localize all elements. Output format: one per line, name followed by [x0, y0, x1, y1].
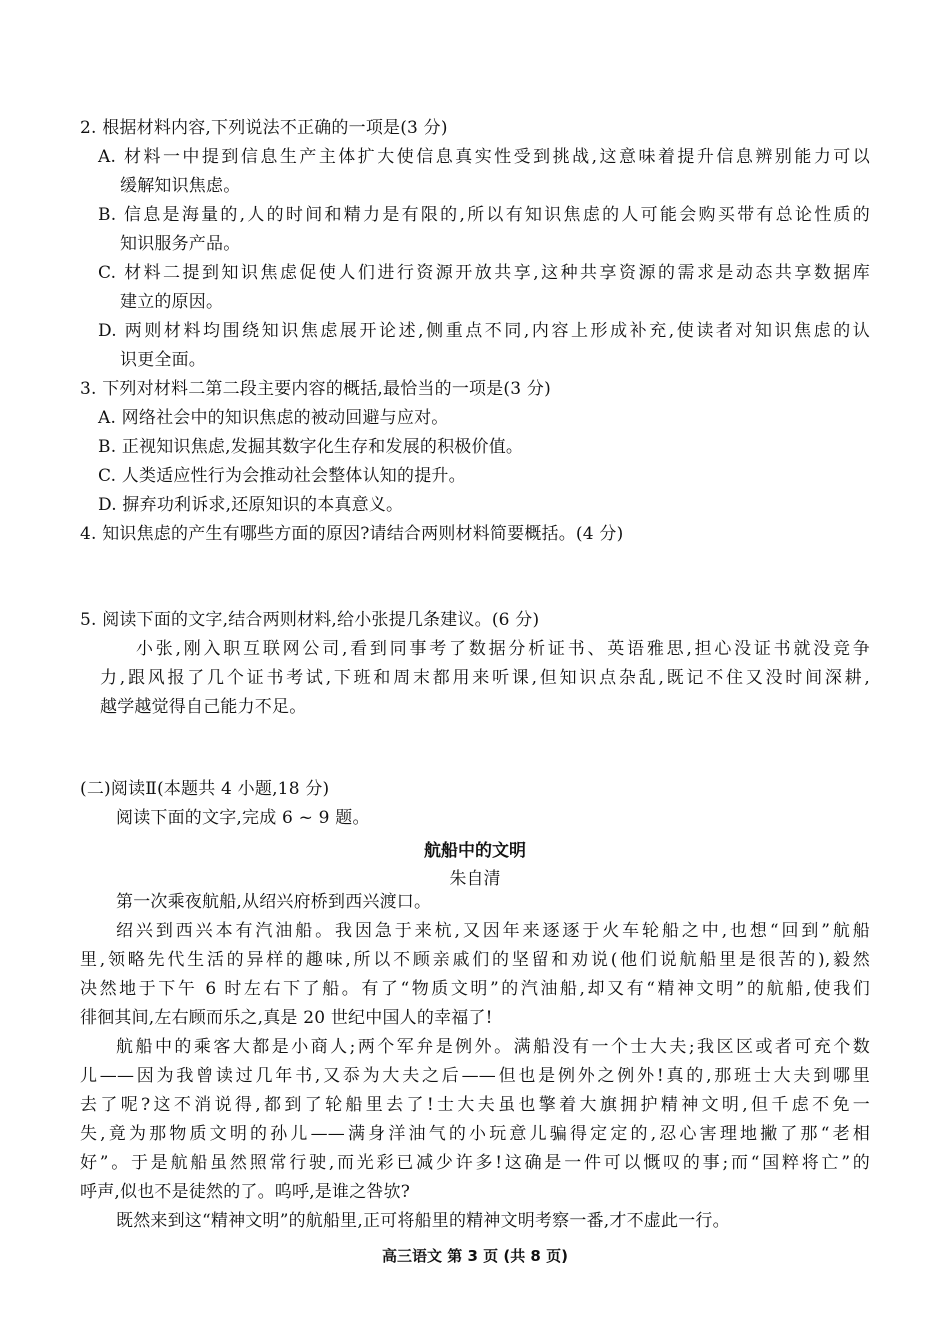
q2-option-c-line1: C. 材料二提到知识焦虑促使人们进行资源开放共享,这种共享资源的需求是动态共享数据库	[98, 263, 870, 283]
q3-option-c: C. 人类适应性行为会推动社会整体认知的提升。	[98, 466, 466, 486]
article-line: 去了呢?这不消说得,都到了轮船里去了!士大夫虽也擎着大旗拥护精神文明,但千虑不免一	[80, 1095, 870, 1115]
q2-option-b-line1: B. 信息是海量的,人的时间和精力是有限的,所以有知识焦虑的人可能会购买带有总论性质的	[98, 205, 870, 225]
q5-passage-line3: 越学越觉得自己能力不足。	[100, 697, 307, 717]
article-line: 呼声,似也不是徒然的了。呜呼,是谁之咎欤?	[80, 1182, 411, 1202]
article-line: 徘徊其间,左右顾而乐之,真是 20 世纪中国人的幸福了!	[80, 1008, 493, 1028]
q3-option-a: A. 网络社会中的知识焦虑的被动回避与应对。	[98, 408, 449, 428]
q4-stem: 4. 知识焦虑的产生有哪些方面的原因?请结合两则材料简要概括。(4 分)	[80, 524, 624, 544]
q5-passage-line2: 力,跟风报了几个证书考试,下班和周末都用来听课,但知识点杂乱,既记不住又没时间深耕,	[100, 668, 870, 688]
article-line: 第一次乘夜航船,从绍兴府桥到西兴渡口。	[116, 892, 432, 912]
q2-option-b-line2: 知识服务产品。	[120, 234, 241, 254]
q2-option-a-line2: 缓解知识焦虑。	[120, 176, 241, 196]
q2-option-a-line1: A. 材料一中提到信息生产主体扩大使信息真实性受到挑战,这意味着提升信息辨别能力可以	[98, 147, 870, 167]
article-line: 绍兴到西兴本有汽油船。我因急于来杭,又因年来逐逐于火车轮船之中,也想“回到”航船	[116, 921, 870, 941]
article-line: 儿——因为我曾读过几年书,又忝为大夫之后——但也是例外之例外!真的,那班士大夫到哪里	[80, 1066, 870, 1086]
article-line: 决然地于下午 6 时左右下了船。有了“物质文明”的汽油船,却又有“精神文明”的航船,使我们	[80, 979, 870, 999]
q5-passage-line1: 小张,刚入职互联网公司,看到同事考了数据分析证书、英语雅思,担心没证书就没竞争	[136, 639, 870, 659]
q3-option-b: B. 正视知识焦虑,发掘其数字化生存和发展的积极价值。	[98, 437, 524, 457]
q2-option-d-line1: D. 两则材料均围绕知识焦虑展开论述,侧重点不同,内容上形成补充,使读者对知识焦虑的认	[98, 321, 870, 341]
q3-option-d: D. 摒弃功利诉求,还原知识的本真意义。	[98, 495, 404, 515]
q5-stem: 5. 阅读下面的文字,结合两则材料,给小张提几条建议。(6 分)	[80, 610, 540, 630]
q2-option-c-line2: 建立的原因。	[120, 292, 224, 312]
article-title: 航船中的文明	[424, 841, 526, 861]
article-author: 朱自清	[449, 869, 501, 889]
article-line: 既然来到这“精神文明”的航船里,正可将船里的精神文明考察一番,才不虚此一行。	[116, 1211, 730, 1231]
article-line: 航船中的乘客大都是小商人;两个军弁是例外。满船没有一个士大夫;我区区或者可充个数	[116, 1037, 870, 1057]
q2-stem: 2. 根据材料内容,下列说法不正确的一项是(3 分)	[80, 118, 448, 138]
q3-stem: 3. 下列对材料二第二段主要内容的概括,最恰当的一项是(3 分)	[80, 379, 551, 399]
article-line: 里,领略先代生活的异样的趣味,所以不顾亲戚们的坚留和劝说(他们说航船里是很苦的),毅然	[80, 950, 870, 970]
q2-option-d-line2: 识更全面。	[120, 350, 206, 370]
article-line: 失,竟为那物质文明的孙儿——满身洋油气的小玩意儿骗得定定的,忍心害理地撇了那“老相	[80, 1124, 870, 1144]
article-line: 好”。于是航船虽然照常行驶,而光彩已减少许多!这确是一件可以慨叹的事;而“国粹将亡”的	[80, 1153, 870, 1173]
page-footer: 高三语文 第 3 页 (共 8 页)	[382, 1247, 568, 1265]
section-heading: (二)阅读Ⅱ(本题共 4 小题,18 分)	[80, 779, 330, 799]
section-instruction: 阅读下面的文字,完成 6 ~ 9 题。	[116, 808, 370, 828]
